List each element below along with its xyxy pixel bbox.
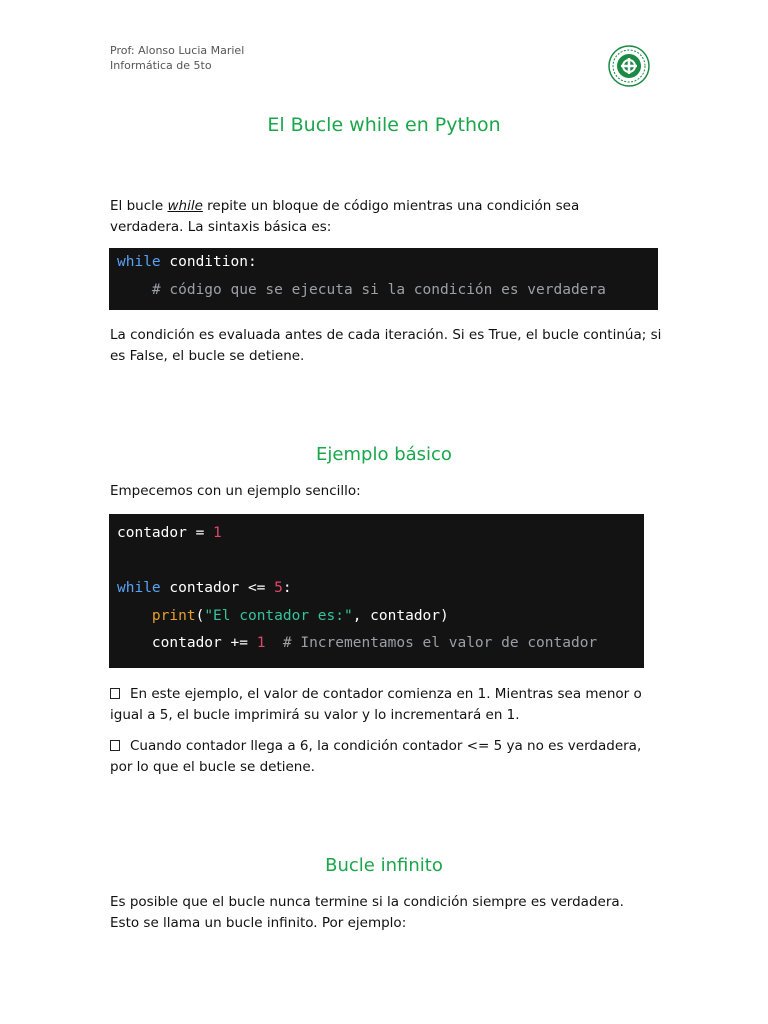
code-line2-rest: contador <= — [160, 580, 275, 596]
syntax-code-block — [109, 248, 658, 310]
code-line2-num: 5 — [274, 580, 283, 596]
code-line4-num: 1 — [256, 635, 266, 651]
school-logo-icon — [608, 45, 650, 87]
code-condition: condition: — [160, 254, 257, 270]
condition-paragraph: La condición es evaluada antes de cada iteración. Si es True, el bucle continúa; si es False, el bucle se detiene. — [110, 327, 662, 364]
checkbox-glyph-icon — [110, 740, 120, 751]
section-infinite-intro: Es posible que el bucle nunca termine si la condición siempre es verdadera. Esto se llama un bucle infinito. Por ejemplo: — [110, 894, 624, 931]
section-heading-basic: Ejemplo básico — [316, 444, 452, 465]
bullet-item — [110, 736, 645, 778]
example-code-block — [109, 514, 644, 668]
intro-before: El bucle — [110, 198, 168, 214]
code-line3-string: "El contador es:" — [204, 608, 353, 624]
bullet-item — [110, 684, 655, 726]
page-title: El Bucle while en Python — [267, 114, 501, 136]
code-line4-comment: # Incrementamos el valor de contador — [265, 635, 598, 651]
author-name: Prof: Alonso Lucia Mariel — [110, 44, 245, 57]
code-line2-colon: : — [282, 580, 292, 596]
code-line3-rest: , contador) — [352, 608, 449, 624]
code-line2-keyword: while — [117, 580, 161, 596]
section-heading-infinite: Bucle infinito — [325, 855, 443, 876]
code-comment: # código que se ejecuta si la condición es verdadera — [117, 282, 606, 298]
bullet-text: Cuando contador llega a 6, la condición contador <= 5 ya no es verdadera, por lo que el bucle se detiene. — [110, 738, 642, 775]
intro-keyword: while — [167, 198, 203, 214]
bullet-text: En este ejemplo, el valor de contador comienza en 1. Mientras sea menor o igual a 5, el bucle imprimirá su valor y lo incrementará en 1. — [110, 686, 642, 723]
code-line1-var: contador = — [117, 525, 214, 541]
code-line4-var: contador += — [117, 635, 257, 651]
code-line3-function: print — [151, 608, 196, 624]
code-line3-open: ( — [195, 608, 205, 624]
section-basic-intro: Empecemos con un ejemplo sencillo: — [110, 483, 361, 499]
code-line1-num: 1 — [213, 525, 222, 541]
code-keyword: while — [117, 254, 161, 270]
checkbox-glyph-icon — [110, 688, 120, 699]
intro-after: repite un bloque de código mientras una condición sea verdadera. La sintaxis básica es: — [110, 198, 580, 235]
course-name: Informática de 5to — [110, 59, 212, 72]
intro-paragraph — [110, 196, 610, 238]
code-line3-indent — [117, 608, 152, 624]
